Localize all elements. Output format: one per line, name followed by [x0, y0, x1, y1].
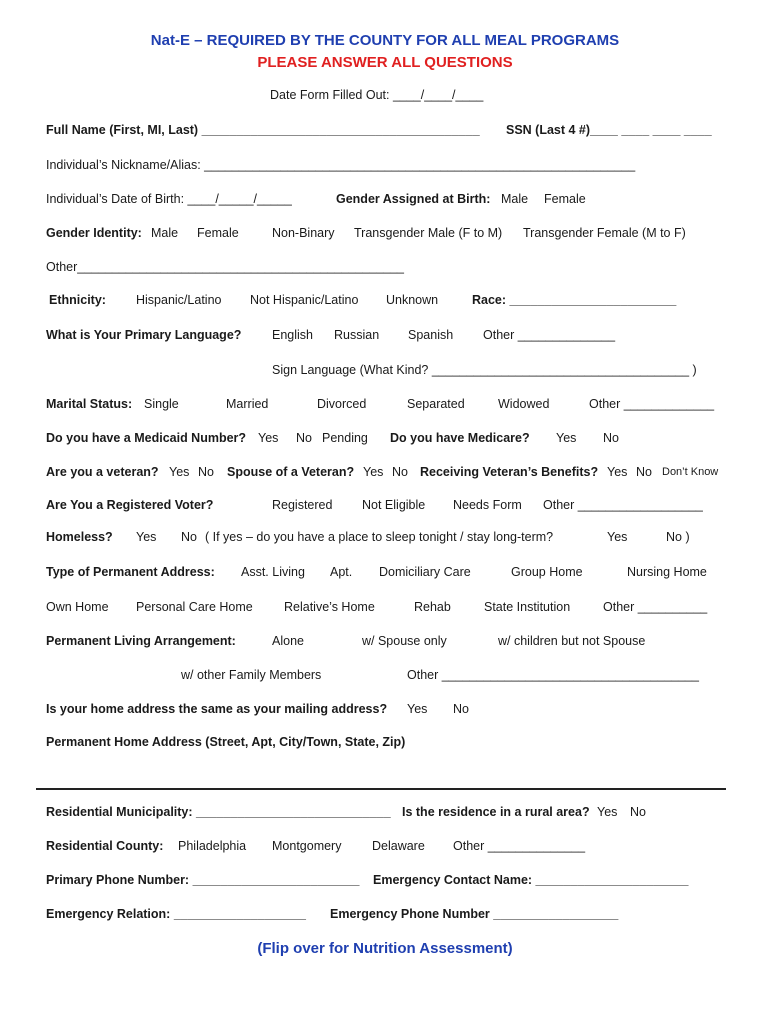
homeless-no[interactable]: No [181, 530, 197, 544]
gender-other-field[interactable]: Other_______________________________________________ [46, 260, 405, 274]
spouse-veteran-label: Spouse of a Veteran? [227, 465, 355, 479]
medicaid-pending[interactable]: Pending [322, 431, 368, 445]
county-philadelphia[interactable]: Philadelphia [178, 839, 247, 853]
marital-separated[interactable]: Separated [407, 397, 465, 411]
gender-identity-trans-male[interactable]: Transgender Male (F to M) [354, 226, 503, 240]
ethnicity-label: Ethnicity: [49, 293, 106, 307]
homeless-sleep-question: ( If yes – do you have a place to sleep tonight / stay long-term? [205, 530, 554, 544]
gender-assigned-female[interactable]: Female [544, 192, 586, 206]
gender-assigned-label: Gender Assigned at Birth: [336, 192, 491, 206]
marital-label: Marital Status: [46, 397, 133, 411]
addr-asst-living[interactable]: Asst. Living [241, 565, 305, 579]
medicaid-no[interactable]: No [296, 431, 312, 445]
primary-phone-field[interactable]: Primary Phone Number: ________________________ [46, 873, 360, 887]
sleep-yes[interactable]: Yes [607, 530, 628, 544]
medicaid-label: Do you have a Medicaid Number? [46, 431, 247, 445]
addr-other[interactable]: Other __________ [603, 600, 708, 614]
benefits-yes[interactable]: Yes [607, 465, 628, 479]
gender-assigned-male[interactable]: Male [501, 192, 529, 206]
medicare-no[interactable]: No [603, 431, 619, 445]
medicaid-yes[interactable]: Yes [258, 431, 279, 445]
date-filled-field[interactable]: Date Form Filled Out: ____/____/____ [270, 88, 484, 102]
marital-other[interactable]: Other _____________ [589, 397, 715, 411]
language-russian[interactable]: Russian [334, 328, 380, 342]
language-other[interactable]: Other ______________ [483, 328, 616, 342]
living-alone[interactable]: Alone [272, 634, 304, 648]
living-other[interactable]: Other _____________________________________ [407, 668, 699, 682]
home-address-label: Permanent Home Address (Street, Apt, City/Town, State, Zip) [46, 735, 406, 749]
voter-registered[interactable]: Registered [272, 498, 333, 512]
language-spanish[interactable]: Spanish [408, 328, 454, 342]
nickname-field[interactable]: Individual’s Nickname/Alias: ______________________________________________________________ [46, 158, 636, 172]
county-montgomery[interactable]: Montgomery [272, 839, 342, 853]
homeless-yes[interactable]: Yes [136, 530, 157, 544]
benefits-label: Receiving Veteran’s Benefits? [420, 465, 599, 479]
mailing-yes[interactable]: Yes [407, 702, 428, 716]
language-label: What is Your Primary Language? [46, 328, 242, 342]
veteran-no[interactable]: No [198, 465, 214, 479]
emergency-contact-field[interactable]: Emergency Contact Name: ______________________ [373, 873, 689, 887]
marital-single[interactable]: Single [144, 397, 179, 411]
sign-language-field[interactable]: Sign Language (What Kind? _____________________________________ ) [272, 363, 697, 377]
living-family[interactable]: w/ other Family Members [181, 668, 322, 682]
marital-widowed[interactable]: Widowed [498, 397, 550, 411]
gender-identity-male[interactable]: Male [151, 226, 179, 240]
emergency-phone-field[interactable]: Emergency Phone Number __________________ [330, 907, 619, 921]
home-address-line[interactable] [36, 788, 726, 790]
voter-other[interactable]: Other __________________ [543, 498, 703, 512]
gender-identity-trans-female[interactable]: Transgender Female (M to F) [523, 226, 686, 240]
ethnicity-not-hispanic[interactable]: Not Hispanic/Latino [250, 293, 359, 307]
addr-personal-care[interactable]: Personal Care Home [136, 600, 253, 614]
ethnicity-unknown[interactable]: Unknown [386, 293, 439, 307]
addr-domiciliary[interactable]: Domiciliary Care [379, 565, 471, 579]
form-title: Nat-E – REQUIRED BY THE COUNTY FOR ALL MEAL PROGRAMS [150, 32, 620, 49]
mailing-label: Is your home address the same as your mailing address? [46, 702, 388, 716]
dob-field[interactable]: Individual’s Date of Birth: ____/_____/_____ [46, 192, 292, 206]
gender-identity-label: Gender Identity: [46, 226, 142, 240]
medicare-yes[interactable]: Yes [556, 431, 577, 445]
county-delaware[interactable]: Delaware [372, 839, 425, 853]
mailing-no[interactable]: No [453, 702, 469, 716]
perm-address-type-label: Type of Permanent Address: [46, 565, 215, 579]
veteran-yes[interactable]: Yes [169, 465, 190, 479]
voter-needs-form[interactable]: Needs Form [453, 498, 522, 512]
addr-apt[interactable]: Apt. [330, 565, 353, 579]
living-spouse[interactable]: w/ Spouse only [362, 634, 447, 648]
rural-yes[interactable]: Yes [597, 805, 618, 819]
full-name-field[interactable]: Full Name (First, MI, Last) ________________________________________ [46, 123, 480, 137]
addr-nursing-home[interactable]: Nursing Home [627, 565, 707, 579]
living-label: Permanent Living Arrangement: [46, 634, 236, 648]
benefits-dont-know[interactable]: Don’t Know [662, 466, 719, 478]
county-label: Residential County: [46, 839, 164, 853]
benefits-no[interactable]: No [636, 465, 652, 479]
marital-married[interactable]: Married [226, 397, 269, 411]
emergency-relation-field[interactable]: Emergency Relation: ___________________ [46, 907, 306, 921]
addr-group-home[interactable]: Group Home [511, 565, 583, 579]
gender-identity-female[interactable]: Female [197, 226, 239, 240]
rural-no[interactable]: No [630, 805, 646, 819]
form-subtitle: PLEASE ANSWER ALL QUESTIONS [257, 54, 513, 71]
spouse-veteran-yes[interactable]: Yes [363, 465, 384, 479]
municipality-field[interactable]: Residential Municipality: ____________________________ [46, 805, 391, 819]
addr-relatives-home[interactable]: Relative’s Home [284, 600, 375, 614]
flip-over-note: (Flip over for Nutrition Assessment) [257, 940, 513, 957]
addr-state-institution[interactable]: State Institution [484, 600, 571, 614]
veteran-label: Are you a veteran? [46, 465, 159, 479]
marital-divorced[interactable]: Divorced [317, 397, 367, 411]
ssn-field[interactable]: SSN (Last 4 #)____ ____ ____ ____ [506, 123, 712, 137]
rural-label: Is the residence in a rural area? [402, 805, 590, 819]
county-other[interactable]: Other ______________ [453, 839, 586, 853]
ethnicity-hispanic[interactable]: Hispanic/Latino [136, 293, 222, 307]
spouse-veteran-no[interactable]: No [392, 465, 408, 479]
voter-label: Are You a Registered Voter? [46, 498, 214, 512]
gender-identity-nonbinary[interactable]: Non-Binary [272, 226, 335, 240]
living-children[interactable]: w/ children but not Spouse [498, 634, 646, 648]
language-english[interactable]: English [272, 328, 313, 342]
race-field[interactable]: Race: ________________________ [472, 293, 677, 307]
addr-own-home[interactable]: Own Home [46, 600, 109, 614]
sleep-no[interactable]: No ) [666, 530, 690, 544]
addr-rehab[interactable]: Rehab [414, 600, 451, 614]
voter-not-eligible[interactable]: Not Eligible [362, 498, 426, 512]
homeless-label: Homeless? [46, 530, 113, 544]
medicare-label: Do you have Medicare? [390, 431, 530, 445]
